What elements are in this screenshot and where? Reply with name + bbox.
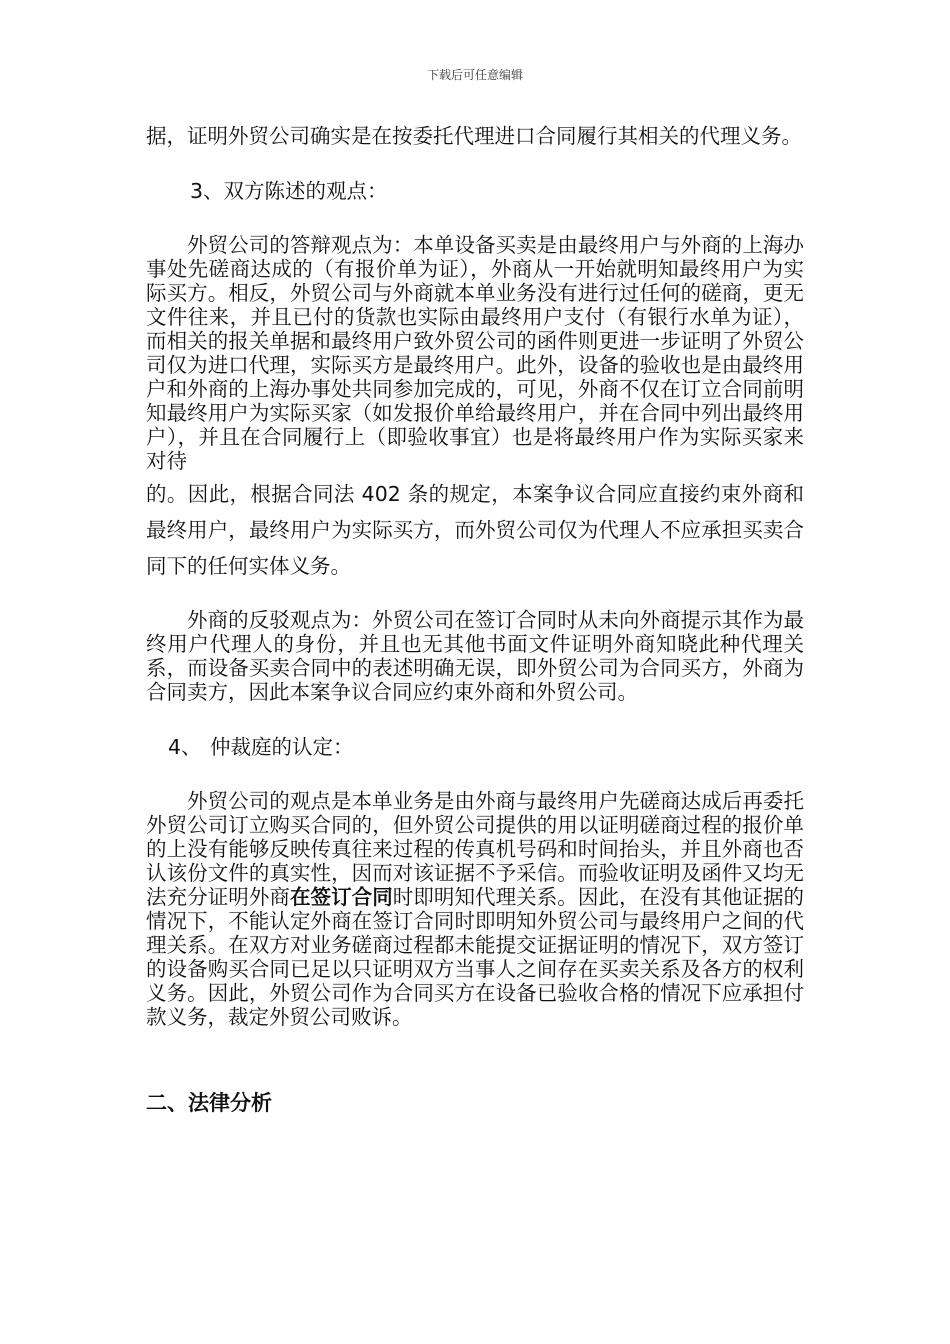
section-heading-4 (146, 735, 804, 759)
section-heading-3: 3、双方陈述的观点： (190, 179, 388, 203)
paragraph-defense-view-cont: 的。因此，根据合同法 402 条的规定，本案争议合同应直接约束外商和最终用户，最终用户为实际买方，而外贸公司仅为代理人不应承担买卖合同下的任何实体义务。 (146, 482, 804, 578)
paragraph-continuation: 据，证明外贸公司确实是在按委托代理进口合同履行其相关的代理义务。 (146, 124, 802, 148)
finding-text-part2: 时即明知代理关系。因此，在没有其他证据的情况下，不能认定外商在签订合同时即明知外贸公司与最终用户之间的代理关系。在双方对业务磋商过程都未能提交证据证明的情况下，双方签订的设备购买合同已足以只证明双方当事人之间存在买卖关系及各方的权利义务。因此，外贸公司作为合同买方在设备已验收合格的情况下应承担付款义务，裁定外贸公司败诉。 (146, 885, 805, 1029)
paragraph-tribunal-finding (146, 789, 804, 1029)
document-body (146, 124, 804, 1115)
page-header: 下载后可任意编辑 (426, 68, 523, 82)
paragraph-rebuttal-view: 外商的反驳观点为：外贸公司在签订合同时从未向外商提示其作为最终用户代理人的身份，并且也无其他书面文件证明外商知晓此种代理关系，而设备买卖合同中的表述明确无误，即外贸公司为合同买方，外商为合同卖方，因此本案争议合同应约束外商和外贸公司。 (146, 608, 804, 704)
finding-text-bold: 在签订合同 (289, 885, 393, 909)
finding-text-part1: 外贸公司的观点是本单业务是由外商与最终用户先磋商达成后再委托外贸公司订立购买合同的，但外贸公司提供的用以证明磋商过程的报价单的上没有能够反映传真往来过程的传真机号码和时间抬头，并且外商也否认该份文件的真实性，因而对该证据不予采信。而验收证明及函件又均无法充分证明外商 (146, 789, 804, 909)
heading-text: 仲裁庭的认定： (210, 735, 354, 759)
paragraph-defense-view: 外贸公司的答辩观点为：本单设备买卖是由最终用户与外商的上海办事处先磋商达成的（有报价单为证），外商从一开始就明知最终用户为实际买方。相反，外贸公司与外商就本单业务没有进行过任何的磋商，更无文件往来，并且已付的货款也实际由最终用户支付（有银行水单为证），而相关的报关单据和最终用户致外贸公司的函件则更进一步证明了外贸公司仅为进口代理，实际买方是最终用户。此外，设备的验收也是由最终用户和外商的上海办事处共同参加完成的，可见，外商不仅在订立合同前明知最终用户为实际买家（如发报价单给最终用户，并在合同中列出最终用户），并且在合同履行上（即验收事宜）也是将最终用户作为实际买家来对待 (146, 233, 804, 473)
section-heading-legal-analysis: 二、法律分析 (146, 1091, 272, 1115)
heading-number: 4、 (168, 735, 202, 759)
